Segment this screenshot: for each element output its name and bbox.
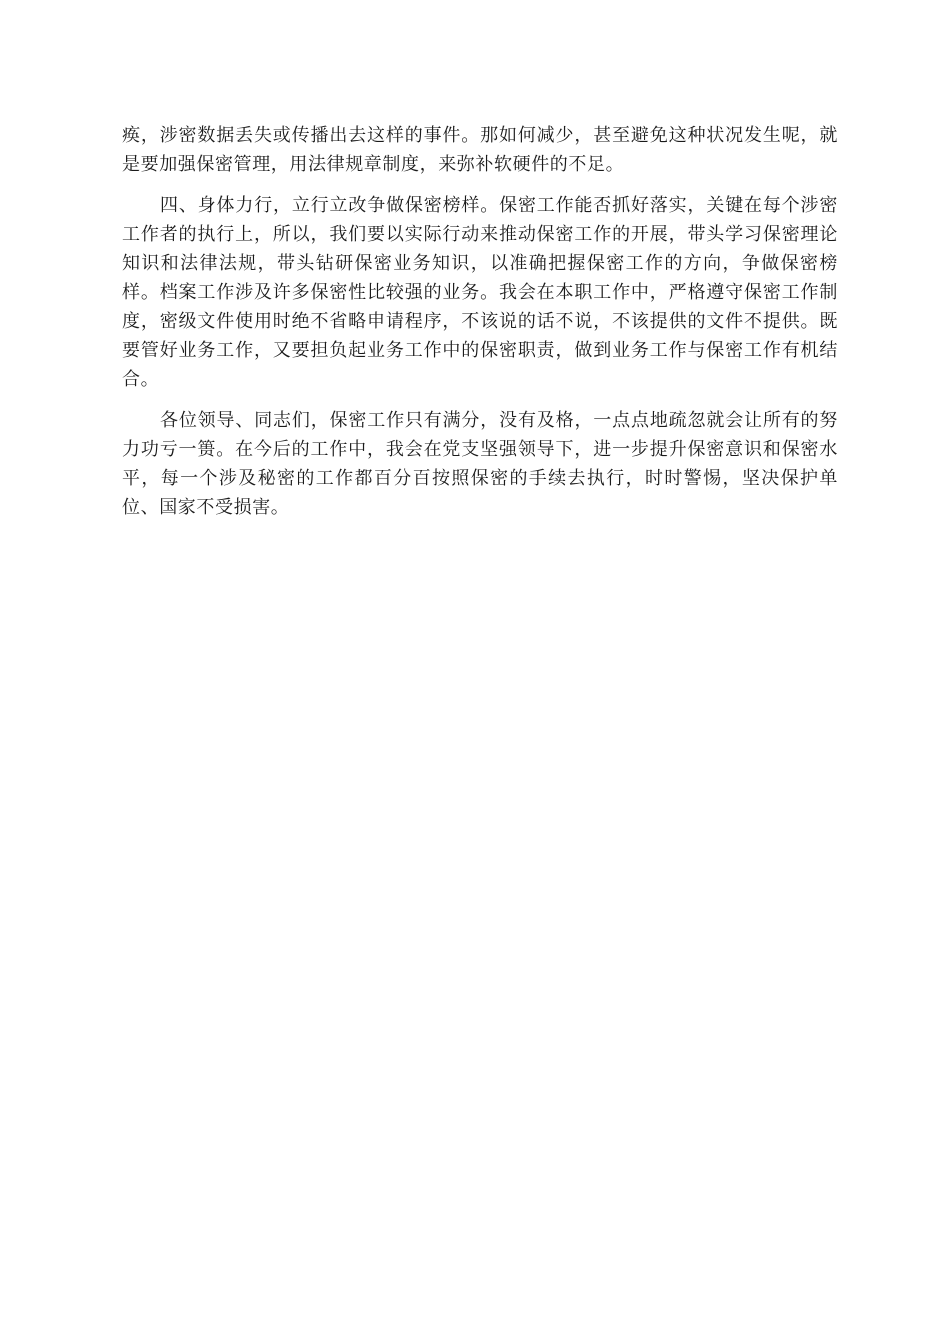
document-body [122, 121, 838, 534]
paragraph-section-four: 四、身体力行，立行立改争做保密榜样。保密工作能否抓好落实，关键在每个涉密工作者的执行上，所以，我们要以实际行动来推动保密工作的开展，带头学习保密理论知识和法律法规，带头钻研保密业务知识，以准确把握保密工作的方向，争做保密榜样。档案工作涉及许多保密性比较强的业务。我会在本职工作中，严格遵守保密工作制度，密级文件使用时绝不省略申请程序，不该说的话不说，不该提供的文件不提供。既要管好业务工作，又要担负起业务工作中的保密职责，做到业务工作与保密工作有机结合。 [122, 195, 838, 390]
paragraph-closing: 各位领导、同志们，保密工作只有满分，没有及格，一点点地疏忽就会让所有的努力功亏一篑。在今后的工作中，我会在党支坚强领导下，进一步提升保密意识和保密水平，每一个涉及秘密的工作都百分百按照保密的手续去执行，时时警惕，坚决保护单位、国家不受损害。 [122, 410, 838, 518]
paragraph-continuation: 痪，涉密数据丢失或传播出去这样的事件。那如何减少，甚至避免这种状况发生呢，就是要加强保密管理，用法律规章制度，来弥补软硬件的不足。 [122, 125, 838, 175]
